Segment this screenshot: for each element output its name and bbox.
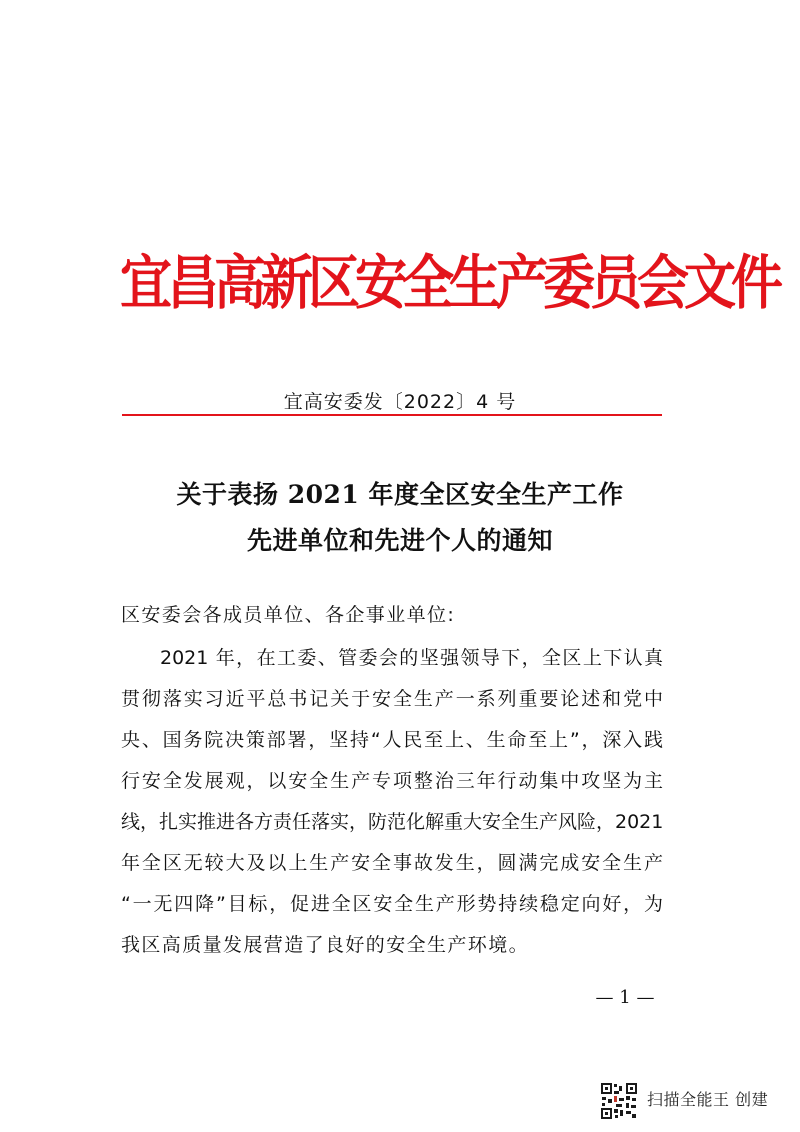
page-number: — 1 — [595, 987, 655, 1008]
document-number: 宜高安委发〔2022〕4 号 [283, 391, 517, 413]
body-line-1: 2021 年，在工委、管委会的坚强领导下，全区上下认真 [160, 647, 663, 669]
body-line-7: “一无四降”目标，促进全区安全生产形势持续稳定向好，为 [121, 893, 663, 915]
scanner-watermark-text: 扫描全能王 创建 [647, 1090, 769, 1109]
notice-title-line-1: 关于表扬 2021 年度全区安全生产工作 [176, 480, 624, 509]
body-line-3: 央、国务院决策部署，坚持“人民至上、生命至上”，深入践 [121, 729, 663, 751]
body-line-8: 我区高质量发展营造了良好的安全生产环境。 [121, 934, 530, 956]
qr-code-icon [600, 1082, 638, 1120]
body-line-4: 行安全发展观，以安全生产专项整治三年行动集中攻坚为主 [121, 770, 663, 792]
body-line-5: 线，扎实推进各方责任落实，防范化解重大安全生产风险，2021 [121, 811, 664, 833]
salutation: 区安委会各成员单位、各企事业单位: [121, 604, 456, 626]
red-divider-line [122, 414, 662, 416]
document-header-title: 宜昌高新区安全生产委员会文件 [120, 250, 779, 318]
body-line-2: 贯彻落实习近平总书记关于安全生产一系列重要论述和党中 [121, 688, 663, 710]
body-line-6: 年全区无较大及以上生产安全事故发生，圆满完成安全生产 [121, 852, 663, 874]
notice-title-line-2: 先进单位和先进个人的通知 [246, 526, 553, 555]
